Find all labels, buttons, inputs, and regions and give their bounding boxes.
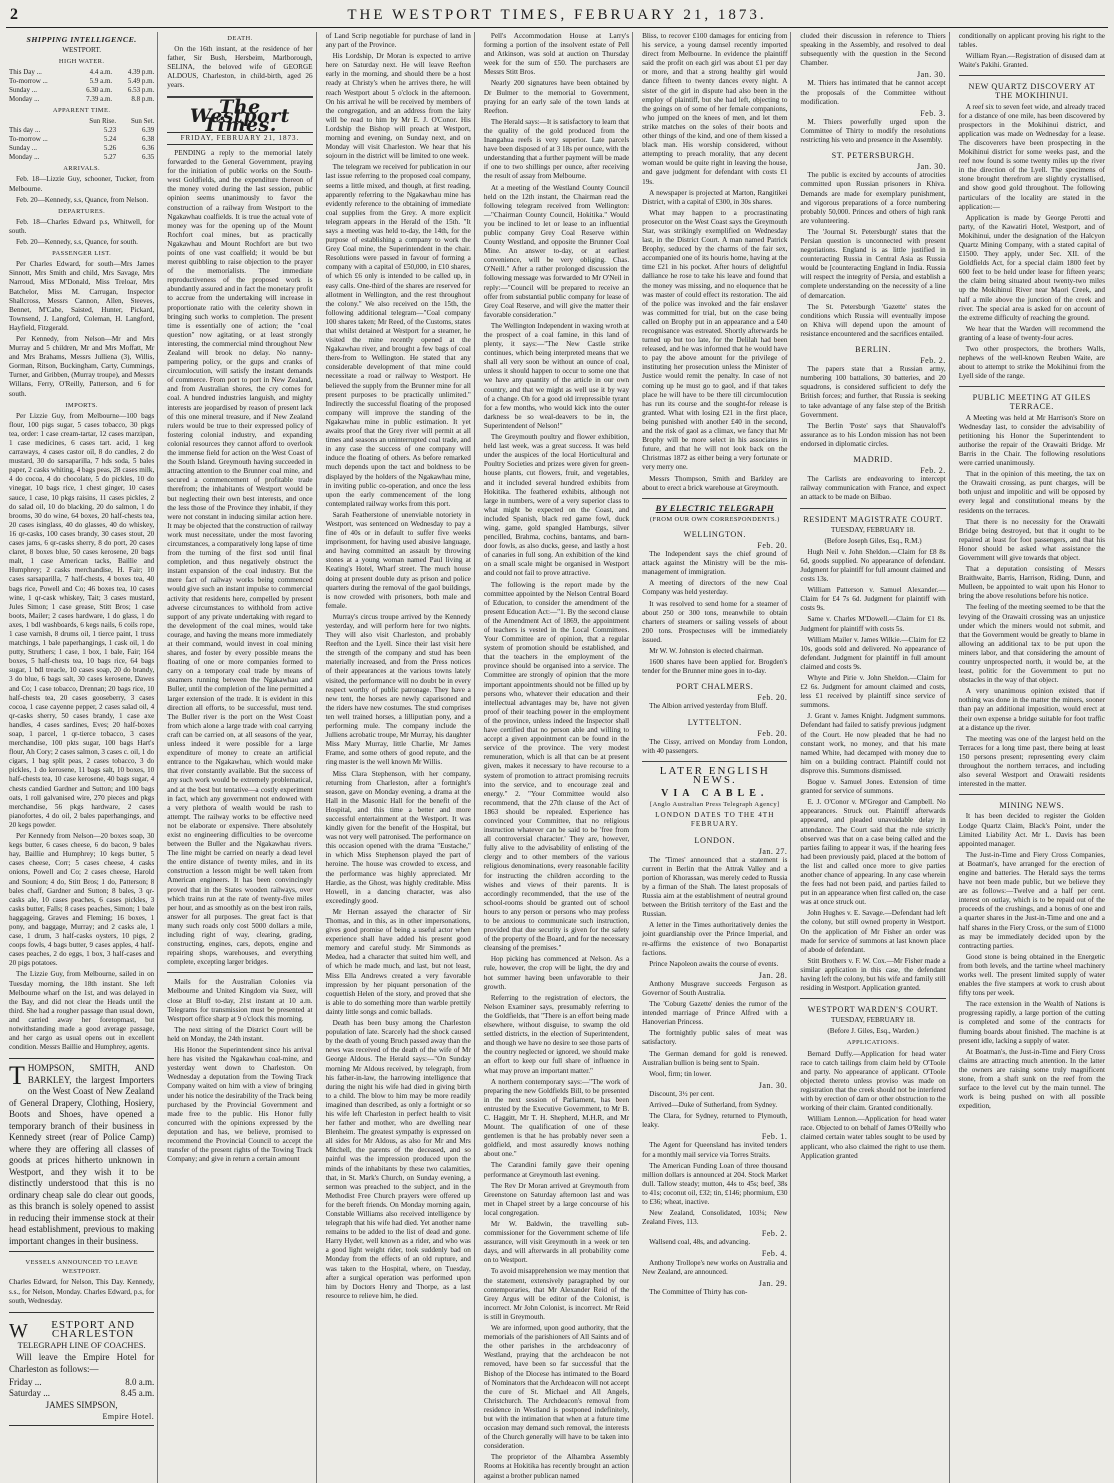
news-paragraph: Hop picking has commenced at Nelson. As a rule, however, the crop will be light, the dry and hot summer having been unfavorable to their growth.: [483, 955, 630, 991]
berlin-heading: BERLIN.: [855, 345, 891, 354]
imports-list: Per Lizzie Guy, from Melbourne—100 bags flour, 100 pigs sugar, 5 cases tobacco, 30 pkgs tea, order: 1 case cream-tartar, 12 cases marzipan, 1 case medicines, 6 cases tart. acid, 1 keg carraways, 4 cases castor oil, 8 do candles, 2 do mustard, 30 do sarsaparilla, 7 hds soda, 5 bales paper, 2 casks whiting, 4 bags peas, 28 cases milk, 4 do cocoa, 4 do chocolate, 5 do pickles, 10 do vinegar, 10 bags rice, 1 chest ginger, 10 cases sauce, 1 case, 10 pkgs raisins, 11 cases pickles, 2 do salad oil, 10 do blacking, 20 do salmon, 1 do brooms, 30 do wine, 64 boxes, 20 half-chests tea, 20 cases isinglass, 40 do glasses, 40 do whiskey, 16 qr-casks, 100 cases brandy, 30 cases stout, 20 cases jams, 6 qr-casks sherry, 8 do port, 20 cases claret, 8 boxes blue, 50 cases kerosene, 20 bags malt, 1 case American tacks, Baillie and Humphrey; 2 casks merchandise, H. Fair; 10 cases sarsaparilla, 7 half-chests, 4 boxes tea, 40 bags rice, Powell and Co; 46 boxes tea, 10 cases wine, 1 qr-cask whiskey, Tait; 3 cases mustard, Jules Simon; 1 case grease, Stitt Bros; 1 case boots, Mailer; 2 cases hardware, 1 do glass, 1 do axes, 1 bdl washboards, 6 kegs nails, 6 coils rope, 1 case varnish, 8 drums oil, 1 tierce paint, 1 truss matchings, 1 bale paperhangings, 1 cask oil, 1 do putty, Struthers; 1 case, 1 box, 1 bale, Fair; 164 boxes, 5 half-chests tea, 10 bags rice, 64 bags sugar, 1 bdl treacle, 10 cases soap, 20 do brandy, 3 do blue, 6 bags salt, 30 cases kerosene, Dawes and Co; 1 case tobacco, Drennan; 20 bags rice, 10 half-chests tea, 20 cases gooseberry, 3 cases cocoa, 1 case cayenne pepper, 2 cases salad oil, 4 qr-casks sherry, 50 cases brandy, 1 case axe handles, 4 cases sardines, Eves; 20 half-boxes soap, 1 parcel, 1 qr-tierce tobacco, 3 cases merchandise, 100 pkts sugar, 100 bags Hart's flour, Ah Cory; 2 cases salmon, 3 cases c. oil, 1 do cigars, 1 bag split peas, 2 cases tobacco, 3 do pickles, 1 do kerosene, 11 bags salt, 10 boxes, 10 half-chests tea, 10 case kerosene, 40 bags sugar, 4 chests candied Gardner and Sutton; and 100 bags oats, 1 roll galvanised wire, 270 pieces and pkgs merchandise, 56 pkgs hardware, 2 cases pianofortes, 4 do oil, 2 bales paperhangings, and 20 kegs powder.: [9, 411, 155, 829]
news-paragraph: Anthony Trollope's new works on Australia and New Zealand, are announced.: [642, 1258, 788, 1276]
news-paragraph: The Wellington Independent in waxing wroth at the prospect of a coal famine, in this land of plenty, it says:—"The New Castle strike continues, which being interpreted means that we shall all very soon be without an ounce of coal, unless it should happen to occur to some one that we have any quantity of the article in our own country, and that we might as well use it by way of a change. Oh for a good old irrepressible tyrant for a few months, who would kick into the outer darkness be so weal-deavers to be in, the Superintendent of Nelson!": [483, 321, 630, 430]
news-paragraph: The Carlists are endeavoring to intercept railway communication with France, and expect an attack to be made on Bilbao.: [800, 475, 946, 502]
news-paragraph: Mr W. Baldwin, the travelling sub-commissioner for the Government scheme of life assurance, will visit Greymouth in a week or ten days, and will afterwards in all probability come on to Westport.: [483, 1220, 630, 1265]
news-paragraph: The next sitting of the District Court will be held on Monday, the 24th instant.: [167, 1025, 313, 1043]
st-petersburgh-heading: ST. PETERSBURGH.: [831, 151, 915, 161]
table-row: Sunday ... 5.26 6.36: [9, 144, 155, 153]
dateline: Feb. 2.: [761, 1229, 788, 1239]
news-paragraph: William Ryan.—Registration of disused dam at Waite's Pakihi. Granted.: [958, 52, 1105, 70]
coach-signature-place: Empire Hotel.: [102, 1412, 155, 1422]
court-case: J. Grant v. James Knight. Judgment summons. Defendant had failed to satisfy previous judgment of the Court. He now pleaded that he had no constant work, no money, and that his mate named White, had decamped with money due to him on a building contract. Plaintiff could not disprove this. Summons dismissed.: [800, 712, 946, 775]
death-heading: DEATH.: [227, 35, 253, 42]
page-number: 2: [10, 6, 18, 23]
news-paragraph: It has been decided to register the Golden Lodge Quartz Claim, Black's Point, under the Limited Liability Act. Mr L. Davis has been appointed manager.: [958, 812, 1105, 848]
news-paragraph: We are informed, upon good authority, that the memorials of the parishioners of All Saints and of the other parishes in the archdeaconry of Westland, praying that the archdeacon be not removed, have been so far successful that the Bishop of the Diocese has intimated to the Board of Nominators that the Archdeacon will not accept the cure of St. Michael and All Angels, Christchurch. The Archdeacon's removal from residence in Westland is postponed indefinitely, but with the intimation that when at a future time occasion may demand such removal, the interests of the Church generally will have to be taken into consideration.: [483, 1324, 630, 1451]
divider: [800, 508, 945, 509]
news-paragraph: What may happen to a procrastinating prosecutor on the West Coast says the Greymouth Star, was strikingly exemplified on Wednesday last, in the District Court. A man named Patrick Brophy, seduced by the charms of the fair sex, accompanied one of its houris home, having at the time £21 in his pocket. After hours of delightful dalliance he rose to take his leave and found that the money was missing, and no eloquence that he was master of could effect its restoration. The aid of the police was invoked and the fair enslaver was committed for trial, but on the case being called on Brophy put in an appearance and a £40 recognisance was estreated. Shortly afterwards he turned up but too late, for the Delilah had been released, and he was informed that he would have to pay the above amount for the privilege of instituting her prosecution unless the Minister of Justice would remit the penalty. In case of not coming up he must go to gaol, and if that takes place he will have to be there till circumlocution has run its course and the sought-for release is granted. What with losing £21 in the first place, being punished with another £40 in the second, and the risk of gaol as a climax, we fancy that Mr Brophy will be more select in his associates in future, and that he will not look back on the Christmas 1872 as either being a very fortunate or very merry one.: [642, 208, 788, 472]
news-paragraph: A very unanimous opinion existed that if nothing was done in the matter the miners, sooner than pay an additional imposition, would erect at their own expense a bridge suitable for foot traffic at a distance up the river.: [958, 687, 1105, 732]
vessels-heading: VESSELS ANNOUNCED TO LEAVE WESTPORT.: [25, 1259, 138, 1276]
passenger-heading: PASSENGER LIST.: [52, 250, 112, 258]
news-paragraph: cluded their discussion in reference to Thiers speaking in the Assembly, and resolved to deal subsequently with the question in the Second Chamber.: [800, 32, 946, 68]
table-row: Saturday ... 8.45 a.m.: [9, 1388, 155, 1399]
news-paragraph: The proprietor of the Alhambra Assembly Rooms at Hokitika has recently brought an action against a brother publican named: [483, 1453, 630, 1480]
arrival-item: Feb. 18—Lizzie Guy, schooner, Tucker, from Melbourne.: [9, 175, 155, 193]
court-heading: RESIDENT MAGISTRATE COURT.: [803, 514, 943, 524]
news-paragraph: The Herald says:—It is satisfactory to learn that the quality of the gold produced from the Inangahua reefs is very superior. Late parcels have been disposed of at 3 18s per ounce, with the understanding that a further payment will be made if one to two shillings per ounce, after receiving the result of assay from Melbourne.: [483, 117, 630, 181]
news-paragraph: The Greymouth poultry and flower exhibition, held last week, was a great success. It was held under the auspices of the local Horticultural and Poultry Societies and prizes were given for green-house plants, cut flowers, fruit, and vegetables, and it included several hundred exhibits from Hokitika. The feathered exhibits, although not large in numbers, were of a very superior class to what might be expected on the Coast, and included Spanish, black red game fowl, duck wing, game, gold spangled Hamburgs, silver pencilled, Brahma, cochins, bantams, and barn-door fowls, as also ducks, geese, and lastly a host of canaries in full song. An exhibition of the kind on a small scale might be organised in Westport and could not fail to prove attractive.: [483, 433, 630, 578]
dateline: Feb. 20.: [757, 693, 788, 703]
court-case: Stitt Brothers v. F. W. Cox.—Mr Fisher made a similar application in this case, the defendant having left the colony, but his wife and family still residing in Westport. Application granted.: [800, 956, 946, 993]
news-paragraph: conditionally on applicant proving his right to the tables.: [958, 32, 1105, 50]
mining-heading: MINING NEWS.: [999, 801, 1065, 811]
high-water-heading: HIGH WATER.: [58, 58, 105, 66]
coach-advertisement: [9, 1312, 154, 1426]
dateline: Jan. 29.: [758, 1278, 788, 1288]
news-paragraph: The following is the report made by the committee appointed by the Nelson Central Board of Education, to consider the amendment of the present Education Act:—"1. By the second clause of the Amendment Act of 1869, the appointment of teachers is vested in the Local Committees. Your Committee are of opinion, that a regular system of promotion should be established, and that the teachers in the employment of the province should be organised into a service. The Committee are strongly of opinion that the more important appointments should not be filled up by persons who, whatever their education and their intellectual advantages may be, have not given proof of their teaching power in the employment of the province, unless indeed the Inspector shall have certified that no person able and willing to accept a given appointment can be found in the service of the province. The very modest remuneration, which is all that can be at present given, makes it necessary to have recourse to a system of promotion to attract promising recruits into the service, and to encourage zeal and energy." 2. "Your Committee would also recommend, that the 27th clause of the Act of 1863 should be repealed. Experience has convinced your Committee, that no religious instruction whatever can be said to be 'free from all controversial character.' They are, however, fully alive to the advisability of enlisting of the clergy and to other members of the various religious denominations, every reasonable facility for instructing the children according to the wishes and views of their parents. It is accordingly recommended, that the use of the school-rooms should be granted out of school hours to any person or persons who may profess to be anxious to communicate such instruction, provided that due security is given for the safety of the property of the Board, and for the necessary cleansing of the premises.": [483, 580, 630, 953]
table-row: Monday ... 5.27 6.35: [9, 153, 155, 162]
warden-before: (Before J. Giles, Esq., Warden.): [827, 1027, 919, 1036]
news-paragraph: The American Funding Loan of three thousand million dollars is announced at 204. Stock Market dull. Tallow steady; mutton, 44s to 45s; beef, 38s to 41s; coconut oil, £32; tin, £146; phormium, £30 to £36; wheat, inactive.: [642, 1161, 788, 1206]
news-paragraph: Wool, firm; tin lower.: [649, 1069, 712, 1078]
news-paragraph: It was resolved to send home for a steamer of about 250 or 300 tons, meanwhile to obtain charters of steamers or sailing vessels of about 200 tons. Prospectuses will be immediately issued.: [642, 599, 788, 644]
news-paragraph: His Lordship, Dr Moran is expected to arrive here on Saturday next. He will leave Reefton early in the morning, and should there be a host ready at Christy's when he arrives there, he will reach Westport about 5 o'clock in the afternoon. On his arrival he will be received by members of the congregation, and an address from the laity will be read to him by Mr E. J. O'Conor. His Lordship the Bishop will preach at Westport, morning and evening, on Sunday next, and on Monday will visit Charleston. We hear that his sojourn in the district will be limited to one week.: [325, 52, 471, 161]
news-paragraph: The 'Journal St. Petersburgh' states that the Persian question is unconnected with present negotiations. England is as little justified in counteracting Russia in Central Asia as Russia would be [counteracting England in India. Russia will respect the integrity of Persia, and establish a complete understanding on the necessity of a line of demarcation.: [800, 227, 946, 300]
news-paragraph: Bliss, to recover £100 damages for enticing from his service, a young damsel recently imported direct from Melbourne. In evidence the plaintiff said the profit on each girl was about £1 per day or more, and that a strong healthy girl would dance fifteen to twenty dances every night. A sister of the girl in dispute had also been in the employ of plaintiff, but she had left, objecting to the goings on of some of her female companions, who jumped on the knees of men, and let them strike matches on the soles of their boots and other things of the kind, and one of them kissed a black man. His worship considered, without attempting to preach morality, that any decent woman would be quite right in leaving the house, and gave judgment for defendant with costs £1 19s.: [642, 32, 788, 186]
news-paragraph: The Just-in-Time and Fiery Cross Companies, at Boatman's, have arranged for the erection of engine and batteries. The Herald says the terms have not been made public, but we believe they are as follows:—Twelve and a half per cent. interest on outlay, which is to be repaid out of the proceeds of the crushings, and a bonus of one and a quarter shares in the Just-in-Time and one and a half shares in the Fiery Cross, or the sum of £1000 as may be immediately decided upon by the contracting parties.: [958, 850, 1105, 950]
news-paragraph: The Berlin 'Poste' says that Shauvaloff's assurance as to his London mission has not been endorsed in diplomatic circles.: [800, 421, 946, 448]
apparent-time-heading: APPARENT TIME.: [52, 107, 111, 115]
court-case: William Mailer v. James Wilkie.—Claim for £2 10s, goods sold and delivered. No appearance of defendant. Judgment for plaintiff in full amount claimed and costs 9s.: [800, 635, 946, 671]
dateline: Feb. 20.: [757, 540, 788, 550]
news-paragraph: The fortnightly public sales of meat was satisfactory.: [642, 1029, 788, 1047]
news-paragraph: The 'Coburg Gazette' denies the rumor of the intended marriage of Prince Alfred with a Hanoverian Princess.: [642, 1000, 788, 1027]
divider: [642, 761, 787, 762]
warden-heading: WESTPORT WARDEN'S COURT.: [807, 1005, 939, 1015]
news-paragraph: 1600 shares have been applied for. Brogden's tender for the Brunner mine goes in to-day.: [642, 658, 788, 676]
news-paragraph: The public is excited by accounts of atrocities committed upon Russian prisoners in Khiva. Demands are made for exemplary punishment, and vigorous preparations of a force numbering probably 50,000. Princes and others of high rank are volunteering.: [800, 171, 946, 225]
column-2: [164, 32, 316, 1483]
passenger-list: Per Kennedy, from Nelson—Mr and Mrs Murray and 5 children, Mr and Mrs Moffatt, Mr and Mrs Brahams, Messrs Julliena (3), Willis, Gorman, Ritson, Buckingham, Carty, Cummings, Turner, and Gribben, (Murray troupe), and Messrs Willans, Ferry, O'Reilly, Patterson, and 6 for south.: [9, 334, 155, 398]
news-paragraph: His Honor the Superintendent since his arrival here has visited the Ngakawhau coal-mine, and yesterday went down to Charleston. On Wednesday a deputation from the Towing Track Company waited on him with a view of bringing under his notice the desirability of the Track being purchased by the Provincial Government and made free to the public. His Honor fully concurred with the opinions expressed by the deputation and has, we believe, promised to recommend the Provincial Council to accept the transfer of the present rights of the Towing Track Company; and give in return a certain amount: [167, 1046, 313, 1164]
table-row: To-morrow ... 5.9 a.m. 5.49 p.m.: [9, 77, 155, 86]
telegraph-subheading: (FROM OUR OWN CORRESPONDENTS.): [649, 515, 780, 523]
dateline: Jan. 28.: [758, 970, 788, 980]
dateline: Jan. 27.: [758, 846, 788, 856]
columns: [6, 32, 1108, 1480]
coach-signature: JAMES SIMPSON,: [45, 1400, 118, 1411]
page-header: [6, 6, 1108, 28]
divider: [959, 386, 1105, 387]
court-case: John Hughes v. E. Savage.—Defendant had left the colony, but still owned property in Westport. On the application of Mr Fisher an order was made for service of summons at last known place of abode of defendant.: [800, 909, 946, 954]
agency-credit: [Anglo Australian Press Telegraph Agency]: [650, 801, 780, 809]
news-paragraph: A newspaper is projected at Marton, Rangitikei District, with a capital of £300, in 30s shares.: [642, 188, 788, 206]
news-paragraph: Miss Clara Stephenson, with her company, returning from Charleston, after a fortnight's season, gave on Monday evening, a drama at the Hall in the Masonic Hall for the benefit of the Hospital, and this time a better and more successful entertainment at the Westport. It was kindly given for the benefit of the Hospital, but was not very well patronised. The performance on this occasion opened with the drama "Eustache," in which Miss Stephenson played the part of heroine. The house was crowded to excess, and the performance was highly appreciated. Mr Hardie, as the Ghost, was highly creditable. Miss Howell, in a dancing character, was also exceedingly good.: [325, 769, 471, 905]
shipping-note: The Lizzie Guy, from Melbourne, sailed in on Tuesday morning, the 18th instant. She left Melbourne wharf on the 1st, and was delayed in the Bay, and did not clear the Heads until the third. She had a rougher passage than usual down, and carried away her foretopmast, but notwithstanding made a good average passage, and her cargo as usual opens out in excellent condition. Messrs Baillie and Humphrey, agents.: [9, 970, 155, 1052]
london-dates: LONDON DATES TO THE 4TH FEBRUARY.: [655, 811, 775, 829]
wellington-heading: WELLINGTON.: [683, 529, 747, 539]
arrival-item: Feb. 20—Kennedy, s.s, Quance, from Nelson.: [16, 195, 149, 204]
news-paragraph: Application is made by George Perotti and party, of the Kawatiri Hotel, Westport, and of Mokihinui, under the designation of the Halcyon Quartz Mining Company, with a stated capital of £1500. They apply, under Sec. XII. of the Goldfields Act, for a special claim 1800 feet by 600 feet to be held under lease for fifteen years; the claim being situated about twenty-two miles up the Mokihinui River near Maori Creek, and half a mile above the junction of the creek and river. The special area is asked for on account of the extreme difficulty of reaching the ground.: [958, 213, 1105, 322]
news-paragraph: The telegram we received for publication in our last issue referring to the proposed coal company, seems a little mixed, and though, at first reading, apparently referring to the Ngakawhau mine has evidently reference to the obtaining of immediate coal supplies from the Grey. A more explicit telegram appears in the Herald of the 15th. "It says a meeting was held to-day, the 14th, for the purpose of establishing a company to work the Grey Coal mine, the Superintendent in the chair. Resolutions were passed in favour of forming a company with a capital of £50,000, in £10 shares, of which £6 only is intended to be called up, in easy calls. One-third of the shares are reserved for allotment in Wellington, and the rest throughout the colony." We also received on the 15th, the following additional telegram—"Coal company 100 shares taken; Mr Reed, of the Customs, states that whilst detained at Westport for a steamer, he visited the mine recently opened at the Ngakawhau river, and brought a few bags of coal there-from to Wellington. He stated that any considerable development of that mine could necessitate a road or railway to Westport. He believed the supply from the Brunner mine for all present purposes to be practically unlimited." Indirectly the successful floating of the proposed company will improve the standing of the Ngakawhau mine in public estimation. It yet awaits proof that the Grey river will permit at all times and seasons an uninterrupted coal trade, and in any case the success of one company will induce the floating of others. As before remarked much depends upon the tact and boldness to be displayed by the holders of the Ngakawhau mine, in inviting public co-operation, and once the less upon the early commencement of the long contemplated railway works from this port.: [325, 163, 471, 508]
column-1: [6, 32, 158, 1483]
sun-table: [9, 117, 154, 162]
news-paragraph: M. Thiers powerfully urged upon the Committee of Thirty to modify the resolutions restricting his veto and presence in the Assembly.: [800, 117, 946, 145]
news-paragraph: That in the opinion of this meeting, the tax on the Orawaiti crossing, as punt charges, will be both unjust and impolitic and will be opposed by every legal and constitutional means by the residents on the terraces.: [958, 470, 1105, 515]
news-paragraph: Murray's circus troupe arrived by the Kennedy yesterday, and will perform here for two nights. They will also visit Charleston, and probably Reefton and the Lyell. Since their last visit here the strength of the company and stud has been materially increased, and from the Press notices of their appearances at the various towns lately visited, the performance will no doubt be in every respect worthy of public patronage. They have a new tent, the horses are newly caparisoned and the riders have new costumes. The stud comprises ten well trained horses, a lilliputian pony, and a performing mule. The company include the Julliens acrobatic troupe, Mr Murray, his daughter Miss Mary Murray, little Charlie, Mr James Frame, and some others of good repute, and the ring master is the well known Mr Willis.: [325, 612, 471, 767]
via-cable-heading: VIA CABLE.: [661, 788, 769, 800]
coach-subtitle: TELEGRAPH LINE OF COACHES.: [17, 1339, 146, 1350]
table-row: Sun Rise. Sun Set.: [89, 117, 155, 126]
issue-date: FRIDAY, FEBRUARY 21, 1873.: [167, 132, 312, 145]
court-date: TUESDAY, FEBRUARY 18.: [831, 525, 916, 534]
news-paragraph: Two other prospectors, the brothers Walls, nephews of the well-known Reuben Waite, are about to attempt to strike the Mokihinui from the Lyell side of the range.: [958, 345, 1105, 381]
court-case: Hugh Neil v. John Sheldon.—Claim for £8 8s 6d, goods supplied. No appearance of defendant. Judgment for plaintiff for full amount claimed and costs 13s.: [800, 547, 946, 584]
news-paragraph: Anthony Musgrave succeeds Ferguson as Governor of South Australia.: [642, 979, 788, 997]
departure-item: Feb. 20—Kennedy, s.s, Quance, for south.: [16, 238, 138, 247]
coach-title: ESTPORT AND CHARLESTON: [51, 1318, 135, 1340]
imports-list: Per Kennedy from Nelson—20 boxes soap, 30 kegs butter, 6 cases cheese, 6 do bacon, 9 bales hay, Baillie and Humphrey; 10 kegs butter, 5 cases cheese, Corr; 5 cases cheese, 4 casks onions, Powell and Co; 2 cases cheese, Harold and Sounion; 4 do, Stitt Bros; 1 do, Patterson; 8 bales chaff, Gardner and Sutton; 8 bales, 3 qr-casks ale, 10 cases peaches, 6 cases pickles, 3 casks butter, Falls; 8 cases peaches, Simon; 1 bale haggageing, Graves and Fleming; 16 boxes, 1 pony, and baggage, Murray; and 2 casks ale, 1 case, 1 drum, 3 half-casks oysters, 10 pigs, 2 coops fowls, 4 bags butter, 9 cases apples, 4 half-cases peaches, 2 do eggs, 1 box, 3 half-cases and 20 pigs potatoes.: [9, 832, 155, 968]
coach-text: Will leave the Empire Hotel for Charleston as follows:—: [9, 1352, 155, 1374]
news-paragraph: The papers state that a Russian army, numbering 100 battalions, 30 batteries, and 20 squadrons, is considered sufficient to defy the British forces; and further, that Russia is seeking to take advantage of any false step of the British Government.: [800, 365, 946, 419]
warden-date: TUESDAY, FEBRUARY 18.: [831, 1016, 916, 1025]
dateline: Feb. 4.: [761, 1249, 788, 1259]
news-paragraph: At Boatman's, the Just-in-Time and Fiery Cross claims are attracting much attention. In the latter the owners are raising some truly magnificent stone, from a shaft sunk on the reef from the surface to the level cut by the main tunnel. The work is being pushed on with all possible expedition,: [958, 1047, 1105, 1111]
table-row: This day ... 5.23 6.39: [9, 126, 155, 135]
passenger-list: Per Charles Edward, for south—Mrs James Sinnott, Mrs Smith and child, Mrs Savage, Mrs Narroud, Miss M'Donald, Miss Treloar, Mrs Batchelor, Miss M. Carrugan, Inspector Shallcross, Messrs Cannon, Allen, Steeves, Bennet, M'Cabe, Saisted, Hunter, Pickard, Townsend, J. Langford, Coleman, H. Langford, Hayfield, Fitzgerald.: [9, 260, 155, 332]
imports-heading: IMPORTS.: [65, 401, 98, 409]
newspaper-title: The Westport Times.: [189, 95, 290, 136]
news-paragraph: The Carandini family gave their opening performance at Greymouth last evening.: [483, 1161, 630, 1179]
news-paragraph: That a deputation consisting of Messrs Braithwaite, Barris, Harrison, Riding, Dunn, and Mulleen, be appointed to wait upon his Honor to bring the above resolutions before his notice.: [958, 565, 1105, 601]
news-paragraph: At a meeting of the Westland County Council held on the 12th instant, the Chairman read the following telegram received from Wellington:—"Chairman County Council, Hokitika." Would you be inclined to let or lease to an influential public company Grey Coal Reserve within County Westland, and opposite the Brunner Coal Mine. An answer to-day, or at earliest convenience, will be very obliging. Chas. O'Neill." After a rather prolonged discussion the following message was forwarded to Mr O'Neil in reply:—"Council will be prepared to receive an offer from substantial public company for lease of Grey Coal Reserve, and will give the matter their favorable consideration.": [483, 183, 630, 319]
telegraph-heading: BY ELECTRIC TELEGRAPH: [655, 502, 774, 513]
court-case: Whyte and Pirie v. John Sheldon.—Claim for £2 6s. Judgment for amount claimed and costs, less £1 received by plaintiff since service of summons.: [800, 674, 946, 710]
meeting-heading: PUBLIC MEETING AT GILES TERRACE.: [972, 393, 1092, 412]
lyttelton-heading: LYTTELTON.: [687, 717, 742, 727]
table-row: Monday ... 7.39 a.m. 8.8 p.m.: [9, 95, 155, 104]
drapery-advertisement: [9, 1058, 154, 1252]
dateline: Feb. 1.: [761, 1132, 788, 1142]
news-paragraph: Prince Napoleon awaits the course of events.: [649, 959, 779, 968]
court-case: William Patterson v. Samuel Alexander.—Claim for £4 7s 6d. Judgment for plaintiff with costs 9s.: [800, 586, 946, 613]
news-paragraph: A letter in the Times authoritatively denies the joint guardianship over the Prince Imperial, and re-affirms the existence of two Bonapartist factions.: [642, 921, 788, 957]
warden-case: William Lennon.—Application for head water race. Objected to on behalf of James O'Reilly who claimed certain water tables sought to be used by applicant, who also claimed the right to use them. Application granted: [800, 1115, 946, 1160]
news-paragraph: New Zealand, Consolidated, 103¼; New Zealand Fives, 113.: [642, 1209, 788, 1227]
news-paragraph: The 'Times' announced that a statement is current in Berlin that the Attrak Valley and a portion of Khorassan, was merely ceded to Russia by a firman of the Shah. The latest proposals of Russia aim at the establishment of neutral ground between the British territory of the East and the Russian.: [642, 855, 788, 919]
table-row: Sunday ... 6.30 a.m. 6.53 p.m.: [9, 86, 155, 95]
news-paragraph: A meeting of directors of the new Coal Company was held yesterday.: [642, 579, 788, 597]
divider: [959, 75, 1105, 76]
news-paragraph: We hear that the Warden will recommend the granting of a lease of twenty-four acres.: [958, 324, 1105, 342]
news-paragraph: Mr Hernan assayed the character of Sir Thomas, and in this, as in other impersonations, gives good promise of being a useful actor when experience shall have added his present good memory and careful study. Mr Simmonds as Medea, had a character that suited him well, and of which he made much, and last, but not least, Miss Ella Andrews created a very favorable impression by her piquant personation of the coquettish Helen of the story, and proved that she is able to do something more than warble prettily dainty little songs and comic ballads.: [325, 907, 471, 1016]
dateline: Feb. 20.: [757, 728, 788, 738]
editorial-paragraph: PENDING a reply to the memorial lately forwarded to the General Government, praying for the initiation of public works on the South-west Goldfields, and the expenditure thereon of the money voted during the last session, public opinion seems unanimously to favor the construction of a railway from Westport to the Ngakawhau coalfields. It is true the actual vote of money was for the opening up of the Mount Rochfort coal mines, but as practically Ngakawhau and Mount Rochfort are but two points of one vast coalfield; it would be but merest quibbling to raise objection to the prayer of the memorialists. The immediate reproductiveness of the proposed work is abundantly assured and in fact the monetary profit to accrue from the undertaking will increase in proportionate ratio with the celerity shown in bringing such works to completion. The present time is essentially one of action; the "coal question" now agitating, or at least strongly interesting, the commercial mind throughout New Zealand will brook no delay. No nanny-pampering policy, or the gups and cranks of circumlocution, will satisfy the instant demands of commerce. From port to port in New Zealand, and from Australian shores, the cry comes for coal. A hundred industries languish, and mighty interests are jeopardised by reason of present lack of this one mineral treasure, and if New Zealand rulers would be true to their expressed policy of fostering colonial industry, and expanding colonial resources they cannot afford to overlook the immense field for action on the West Coast of the South Island. Greymouth having succeeded in attracting attention to the Brunner coal mine, and secured a commencement of profitable trade therefrom; the inhabitants of Westport would be but neglecting their own best interests, and once the less those of the Province they inhabit, if they were not constant in inducing similar action here. It may be objected that the construction of railway work must necessitate, under the most favoring circumstances, a comparatively long lapse of time from the turning of the first sod until final completion, and thus negatively obstruct the instant expansion of the coal industry. But the mere fact of railway works being commenced would give such an instant impulse to commercial activity that residents here, compelled by present adverse circumstances to withhold from active support of any private undertaking with regard to the development of the coal mines, would take courage, and having the means more immediately at their command, would invest in coal mining shares, and foster by every possible means the floating of one or more companies formed to carry on a temporary coal trade by means of steamers running between the Ngakawhau and Buller, until the completion of the line permitted a larger extension of the trade. It is evident in this direction all efforts, to be successful, must tend. The Buller river is the port on the West Coast from which alone a large trade with coal carrying craft can be carried on, at all seasons of the year, unless indeed it were possible for a large expenditure of money to create an artificial entrance to the Ngakawhau, which would make that river constantly available. But the success of any such work would be extremely problematical, and at the best but tentative—a costly experiment in fact, which any government not endowed with a very plethora of wealth would be rash to attempt. The railway works to be effective need not be elaborate or expensive. There absolutely exist no engineering difficulties to be overcome between the Buller and the Ngakawhau rivers. The line might be carried on nearly a dead level the entire distance of twenty miles, and in its construction a lesson might be well taken from American engineers. It has been convincingly proved that in the States wooden railways, over which trains run at the rate of twenty-five miles per hour, and as smoothly as on the best iron rails, answer for all purposes. The great fact is that many such roads only cost 5000 dollars a mile, including right of way, clearing, grading, constructing, engines, cars, depots, engine and repairing shops, warehouses, and everything complete, excepting larger bridges.: [167, 148, 313, 967]
london-heading: LONDON.: [694, 835, 736, 845]
madrid-heading: MADRID.: [853, 455, 893, 465]
drop-cap: W: [9, 1319, 29, 1342]
shipping-heading: SHIPPING INTELLIGENCE.: [26, 35, 137, 44]
column-3: [323, 32, 475, 1483]
news-paragraph: The Agent for Queensland has invited tenders for a monthly mail service via Torres Straits.: [642, 1141, 788, 1159]
dateline: Feb. 3.: [920, 108, 946, 118]
quartz-heading: NEW QUARTZ DISCOVERY AT THE MOKIHINUI.: [968, 82, 1096, 101]
divider: [800, 998, 945, 999]
news-paragraph: A northern contemporary says:—"The work of preparing the new Goldfields Bill, to be presented in the next session of Parliament, has been entrusted by the Executive Government, to Mr B. C. Haggitt, Mr T. H. Shepherd, M.H.R, and Mr Mount. The qualification of one of these gentlemen is that he has probably never seen a goldfield, and most assuredly knows nothing about one.": [483, 1077, 630, 1159]
port-chalmers-heading: PORT CHALMERS.: [676, 682, 754, 692]
later-news-heading: LATER ENGLISH NEWS.: [659, 764, 770, 787]
news-paragraph: The St. Petersburgh 'Gazette' states the conditions which Russia will eventually impose on Khiva will depend upon the amount of resistance encountered and the sacrifices entailed.: [800, 302, 946, 338]
news-paragraph: Sarah Featherstone of unenviable notoriety in Westport, was sentenced on Wednesday to pay a fine of 40s or in default to suffer five weeks imprisonment, for having used abusive language, and having committed an assault by throwing stones at a young woman named Paul living at Keating's Hotel, Wharf street. The much house doing at present double duty as prison and police quarters during the removal of the gaol buildings, is now crowded with prisoners, both male and female.: [325, 510, 471, 610]
news-paragraph: The feeling of the meeting seemed to be that the levying of the Orawaiti crossing was an unjustice under which the miners would not submit, and that the Government would be greatly to blame in allowing an additional tax to be put upon the miners labor, and that considering the amount of country unprospected north, it would be, at the least, politic for the Government to put no obstacles in the way of that object.: [958, 603, 1105, 685]
news-paragraph: Referring to the registration of electors, the Nelson Examiner says, presumably referring to the Goldfields, that "There is an effort being made elsewhere, without disguise, to swamp the old settled districts, in the election of Superintendent, and though we have no desire to see those parts of the country neglected or ignored, we should make an effort to keep our full share of influence in what may prove an important matter.": [483, 993, 630, 1075]
news-paragraph: The race extension in the Wealth of Nations is progressing rapidly, a large portion of the cutting is completed and some of the contracts for fluming boards about finished. The machine is at present idle, lacking a supply of water.: [958, 1000, 1105, 1045]
news-paragraph: Messrs Thompson, Smith and Barkley are about to erect a brick warehouse at Greymouth.: [642, 474, 788, 492]
westport-subhead: WESTPORT.: [62, 46, 102, 55]
column-7: [956, 32, 1108, 1483]
news-paragraph: The Clara, for Sydney, returned to Plymouth, leaky.: [642, 1112, 788, 1130]
news-paragraph: Wallsend coal, 48s, and advancing.: [649, 1238, 751, 1247]
column-4: [481, 32, 633, 1483]
news-paragraph: Death has been busy among the Charleston population of late. Scarcely had the shock caused by the death of young Bruch passed away than the news was received of the death of the wife of Mr George Aldous. The Herald says:—"On Sunday morning Mr Aldous received, by telegraph, from his father-in-law, the harrowing intelligence that during the night his wife had died in giving birth to a child. The blow to him may be more readily imagined than described, as only a fortnight or so his wife left Charleston in perfect health to visit her father and mother, who are dwelling near Blenheim. The greatest sympathy is expressed on all sides for Mr Aldous, as also for Mr and Mrs Mitchell, the parents of the deceased, and so painful was the impression produced upon the minds of the inhabitants by these two calamities, that, in St. Mark's Church, on Sunday evening, a sermon was preached to the subject, and in the Methodist Free Church prayers were offered up for the bereft friends. On Monday morning again, Constable Williams also received intelligence by telegraph that his wife had died. Yet another name remains to be added to the list of dead and gone. Harry Hyder, well known as a rider, and who was a good light weight rider, took suddenly bad on Monday from the effects of an old rupture, and was taken to the Hospital, where, on Tuesday, after a surgical operation was performed upon him by Doctors Henry and Thorpe, as a last resource to relieve him, he died.: [325, 1019, 471, 1300]
news-paragraph: The Rev Dr Moran arrived at Greymouth from Greenstone on Saturday afternoon last and was met in Chapel street by a large concourse of his local congregation.: [483, 1181, 630, 1217]
arrivals-heading: ARRIVALS.: [63, 165, 101, 173]
applications-heading: APPLICATIONS.: [846, 1039, 900, 1047]
divider: [642, 498, 787, 499]
news-paragraph: To avoid misapprehension we may mention that the statement, extensively paragraphed by our contemporaries, that Mr Alexander Reid of the Grey Argus will be editor of the Colonist, is incorrect. Mr John Colonist, is incorrect. Mr Reid is still in Greymouth.: [483, 1267, 630, 1321]
news-paragraph: Pell's Accommodation House at Larry's forming a portion of the insolvent estate of Pell and Atkinson, was sold at auction on Thursday week for the sum of £50. The purchasers are Messrs Stitt Bros.: [483, 32, 630, 77]
court-before: (Before Joseph Giles, Esq., R.M.): [824, 536, 922, 545]
warden-case: Bernard Duffy.—Application for head water race to catch tailings from claim held by O'Toole and party. No appearance of applicant. O'Toole objected thereto unless proviso was made on registration that the creek should not be interfered with by erection of dam or other obstruction to the working of their claim. Granted conditionally.: [800, 1049, 946, 1113]
court-case: Same v. Charles M'Dowell.—Claim for £1 8s. Judgment for plaintiff with costs 5s.: [800, 615, 946, 633]
news-paragraph: Arrived—Duke of Sutherland, from Sydney.: [649, 1101, 778, 1110]
dateline: Feb. 2.: [920, 466, 946, 476]
divider: [167, 972, 312, 973]
column-6: [797, 32, 949, 1483]
vessels-list: Charles Edward, for Nelson, This Day. Kennedy, s.s., for Nelson, Monday. Charles Edward, p.s, for south, Wednesday.: [9, 1278, 155, 1305]
news-paragraph: The Albion arrived yesterday from Bluff.: [649, 702, 768, 711]
news-paragraph: A Meeting was held at Mr Harrison's Store on Wednesday last, to consider the advisability of petitioning his Honor the Superintendent to authorise the repair of the Orawaiti Bridge. Mr Barris in the Chair. The following resolutions were carried unanimously.: [958, 413, 1105, 468]
dateline: Jan. 30.: [917, 162, 946, 172]
news-paragraph: The Cissy, arrived on Monday from London, with 40 passengers.: [642, 737, 788, 755]
news-paragraph: Nearly 200 signatures have been obtained by Dr Bulmer to the memorial to Government, praying for an early sale of the town lands at Reefton.: [483, 79, 630, 115]
news-paragraph: The Independent says the chief ground of attack against the Ministry will be the mis-management of immigration.: [642, 550, 788, 577]
table-row: This Day ... 4.4 a.m. 4.39 p.m.: [9, 68, 155, 77]
news-paragraph: M. Thiers has intimated that he cannot accept the proposals of the Committee without modification.: [800, 79, 946, 106]
coach-heading: [9, 1318, 154, 1342]
advert-body: HOMPSON, SMITH, AND BARKLEY, the largest Importers on the West Coast of New Zealand of General Drapery, Clothing, Hosiery, Boots and Shoes, have opened a temporary branch of their business in Kennedy street (rear of Police Camp) where they are offering all classes of goods at prices hitherto unknown in Westport, and they wish it to be distinctly understood that this is no ordinary cheap sale do clear out goods, as this branch is solely opened to assist in reducing their immense stock at their head establishment, previous to making important changes in their business.: [9, 1063, 155, 1246]
news-paragraph: The Committee of Thirty has con-: [649, 1287, 748, 1296]
table-row: Friday ... 8.0 a.m.: [9, 1377, 155, 1388]
news-paragraph: Good stone is being obtained in the Energetic from both levels, and the tartine wheel machinery works well. The present limited supply of water enables the five stampers at work to crush about fifty tons per week.: [958, 952, 1105, 998]
news-paragraph: Discount, 3½ per cent.: [649, 1089, 715, 1098]
coach-times: [9, 1377, 154, 1399]
dateline: Jan. 30.: [917, 70, 946, 80]
high-water-table: [9, 68, 154, 104]
news-paragraph: The German demand for gold is renewed. Australian bullion is being sent to Spain.: [642, 1049, 788, 1067]
court-case: Bogue v. Samuel Jones. Extension of time granted for service of summons.: [800, 778, 946, 796]
column-5: [639, 32, 791, 1483]
drop-cap: T: [9, 1061, 25, 1091]
running-title: THE WESTPORT TIMES, FEBRUARY 21, 1873.: [347, 7, 767, 23]
news-paragraph: Mails for the Australian Colonies via Melbourne and United Kingdom via Suez, will close at Bluff to-day, 21st instant at 10 a.m. Telegrams for transmission must be presented at Westport office sharp at 9 o'clock this morning.: [167, 978, 313, 1023]
dateline: Feb. 2.: [920, 356, 946, 366]
news-paragraph: Mr W. W. Johnston is elected chairman.: [649, 647, 764, 655]
news-paragraph: That there is no necessity for the Orawaiti Bridge being destroyed, but that it ought to be repaired at least for foot passengers, and that his Honor should be asked what assistance the Government will give towards that object.: [958, 517, 1105, 562]
table-row: To-morrow ... 5.24 6.38: [9, 135, 155, 144]
death-notice: On the 16th instant, at the residence of her father, Sir Bush, Hersbeim, Marlborough, SELINA, the beloved wife of GEORGE ALDOUS, Charleston, in child-birth, aged 26 years.: [167, 45, 313, 90]
court-case: E. J. O'Conor v. M'Gregor and Campbell. No appearances. Struck out. Plaintiff afterwards appeared, and pleaded unavoidable delay in attendance. The Court said that the rule strictly observed was that on a case being called and the parties failing to appear it was, if the hearing fees had been previously paid, placed at the bottom of the list and called once more to give parties another chance of appearing. In any case wherein the fees had not been paid, and parties failed to put in an appearance when first called on, the case was at once struck out.: [800, 798, 946, 907]
departures-heading: DEPARTURES.: [58, 207, 106, 215]
news-paragraph: of Land Scrip negotiable for purchase of land in any part of the Province.: [325, 32, 471, 50]
departure-item: Feb. 18—Charles Edward p.s, Whitwell, for south.: [9, 217, 155, 235]
news-paragraph: A reef six to seven feet wide, and already traced for a distance of one mile, has been discovered by prospectors in the Mokihinui district, and application was made on Wednesday for a lease. The discoverers have been prospecting in the Mokihinui district for some weeks past, and the reef now found is some twenty miles up the river in the direction of the Lyell. The specimens of stone brought therefrom are slightly crystallised, and show good gold throughout. The following particulars of the locality are stated in the application:—: [958, 102, 1105, 211]
dateline: Jan. 30.: [758, 1080, 788, 1090]
news-paragraph: The meeting was one of the largest held on the Terraces for a long time past, there being at least 150 persons present; representing every claim throughout the northern terraces, and including also several Westport and Orawaiti residents interested in the matter.: [958, 734, 1105, 789]
divider: [959, 794, 1105, 795]
